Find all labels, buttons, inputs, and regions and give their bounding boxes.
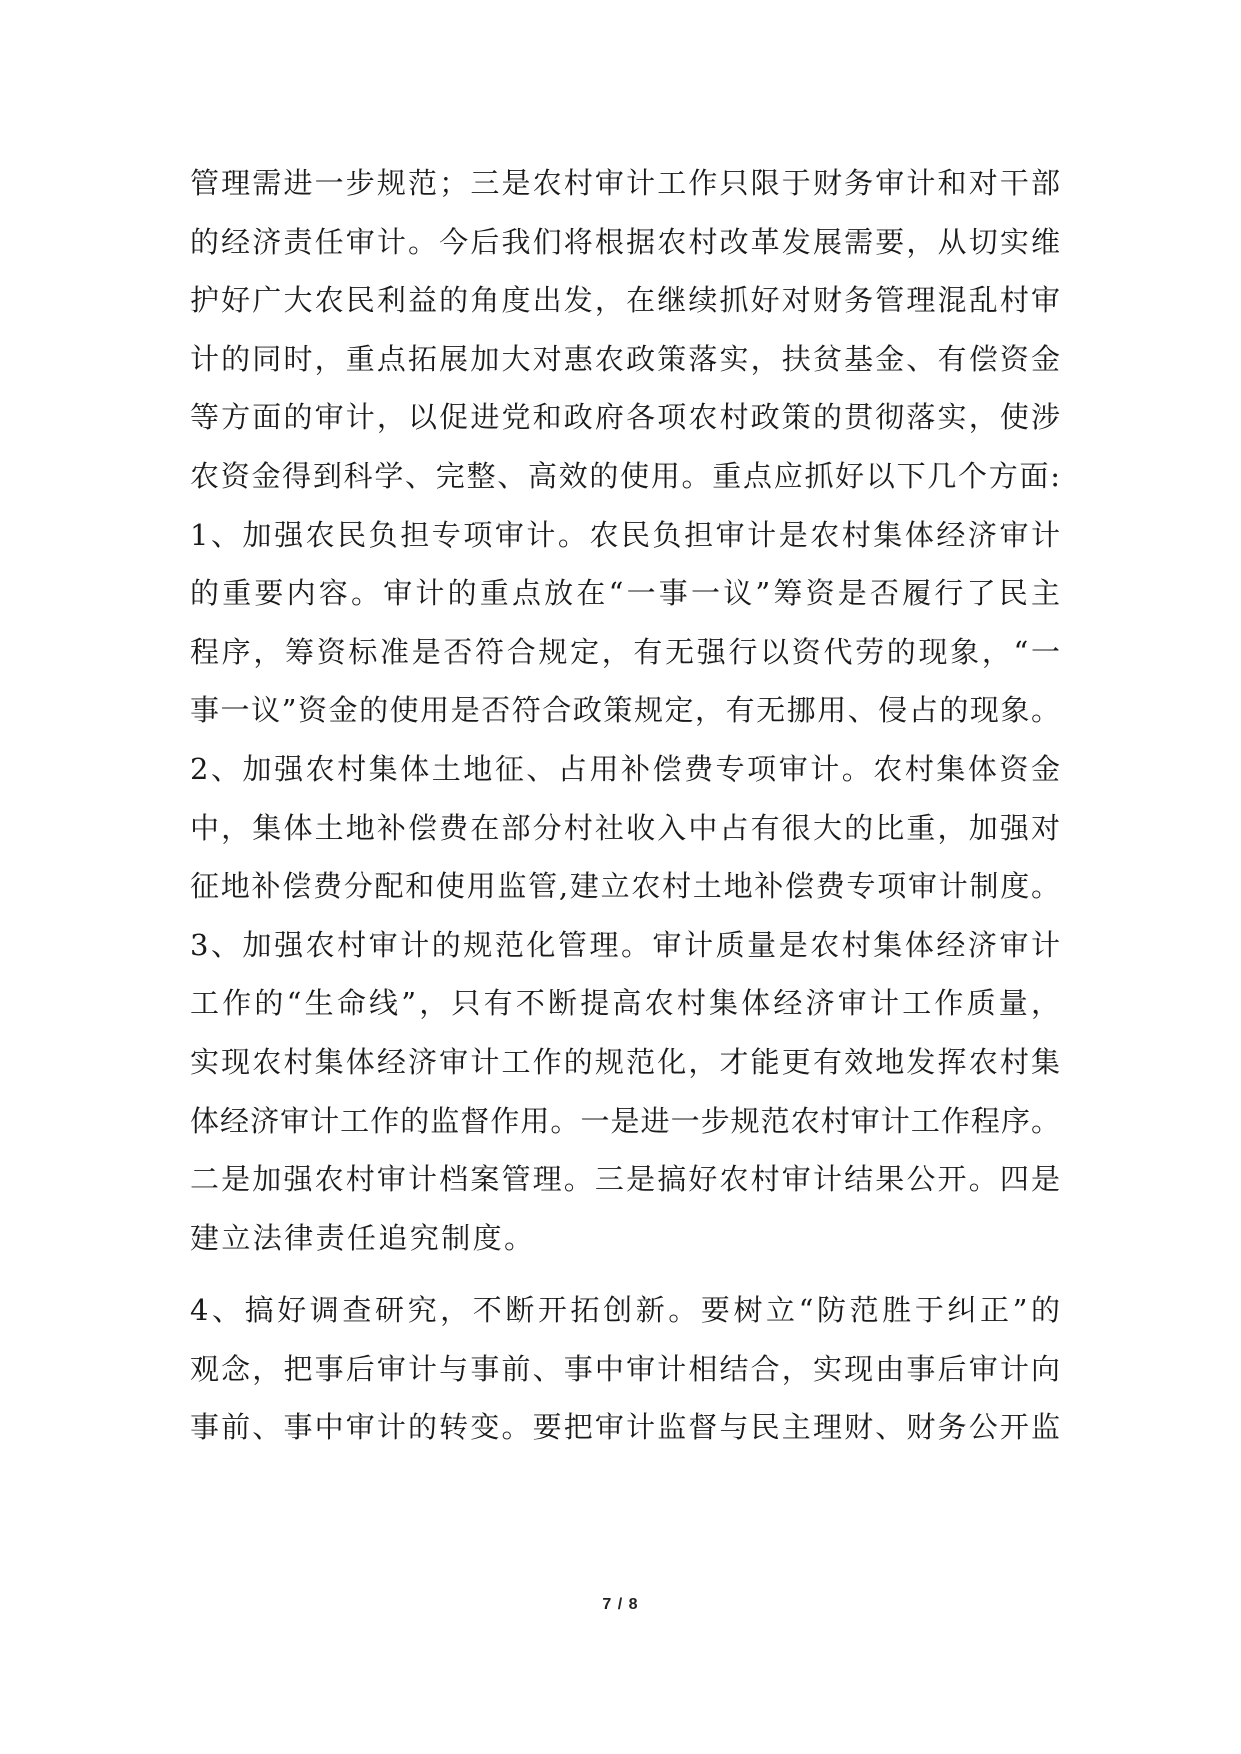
text-line: 事前、事中审计的转变。要把审计监督与民主理财、财务公开监 bbox=[190, 1410, 1060, 1445]
text-line: 的经济责任审计。今后我们将根据农村改革发展需要，从切实维 bbox=[190, 224, 1060, 259]
text-line: 事一议”资金的使用是否符合政策规定，有无挪用、侵占的现象。 bbox=[190, 693, 1060, 728]
text-line: 护好广大农民利益的角度出发，在继续抓好对财务管理混乱村审 bbox=[190, 283, 1060, 318]
text-line: 实现农村集体经济审计工作的规范化，才能更有效地发挥农村集 bbox=[190, 1044, 1060, 1079]
text-line: 工作的“生命线”，只有不断提高农村集体经济审计工作质量， bbox=[190, 986, 1060, 1021]
page-number: 7 / 8 bbox=[602, 1596, 639, 1613]
text-line: 的重要内容。审计的重点放在“一事一议”筹资是否履行了民主 bbox=[190, 576, 1060, 611]
text-line: 4、搞好调查研究，不断开拓创新。要树立“防范胜于纠正”的 bbox=[190, 1293, 1060, 1328]
text-line: 2、加强农村集体土地征、占用补偿费专项审计。农村集体资金 bbox=[190, 751, 1060, 786]
text-line: 管理需进一步规范；三是农村审计工作只限于财务审计和对干部 bbox=[190, 166, 1060, 200]
text-line: 征地补偿费分配和使用监管,建立农村土地补偿费专项审计制度。 bbox=[190, 869, 1060, 904]
text-line: 农资金得到科学、完整、高效的使用。重点应抓好以下几个方面: bbox=[190, 458, 1060, 493]
text-line: 等方面的审计，以促进党和政府各项农村政策的贯彻落实，使涉 bbox=[190, 400, 1060, 435]
text-line: 观念，把事后审计与事前、事中审计相结合，实现由事后审计向 bbox=[190, 1351, 1060, 1386]
text-line: 体经济审计工作的监督作用。一是进一步规范农村审计工作程序。 bbox=[190, 1103, 1060, 1138]
text-line: 计的同时，重点拓展加大对惠农政策落实，扶贫基金、有偿资金 bbox=[190, 341, 1060, 376]
text-line: 1、加强农民负担专项审计。农民负担审计是农村集体经济审计 bbox=[190, 517, 1060, 552]
text-line: 建立法律责任追究制度。 bbox=[190, 1220, 536, 1255]
text-line: 3、加强农村审计的规范化管理。审计质量是农村集体经济审计 bbox=[190, 927, 1060, 962]
text-line: 二是加强农村审计档案管理。三是搞好农村审计结果公开。四是 bbox=[190, 1162, 1060, 1197]
text-line: 程序，筹资标准是否符合规定，有无强行以资代劳的现象，“一 bbox=[190, 634, 1060, 669]
body-text bbox=[190, 154, 1060, 1457]
text-line: 中，集体土地补偿费在部分村社收入中占有很大的比重，加强对 bbox=[190, 810, 1060, 845]
